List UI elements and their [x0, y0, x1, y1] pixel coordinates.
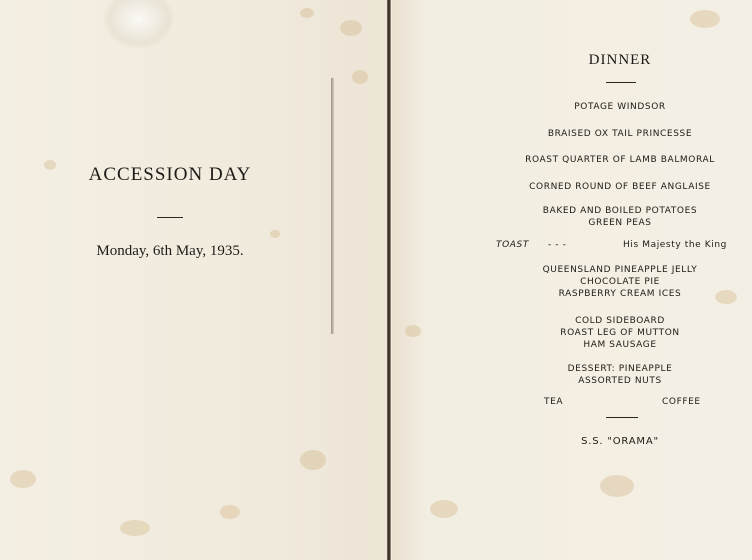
tea-label: TEA [544, 397, 564, 407]
embossed-crest [104, 0, 174, 48]
stain [300, 450, 326, 470]
toast-text: His Majesty the King [623, 240, 727, 250]
stain [352, 70, 368, 84]
stain [430, 500, 458, 518]
stain [220, 505, 240, 519]
course-item: DESSERT: PINEAPPLE ASSORTED NUTS [567, 364, 673, 386]
menu-heading: DINNER [588, 52, 652, 68]
ribbon-slot [331, 78, 334, 334]
stain [10, 470, 36, 488]
stain [690, 10, 720, 28]
ship-name: S.S. "ORAMA" [581, 436, 659, 447]
stain [120, 520, 150, 536]
course-item: QUEENSLAND PINEAPPLE JELLY CHOCOLATE PIE RASPBERRY CREAM ICES [542, 265, 698, 299]
footer-divider [606, 417, 638, 418]
stain [600, 475, 634, 497]
page-title: ACCESSION DAY [88, 164, 252, 185]
course-item: COLD SIDEBOARD ROAST LEG OF MUTTON HAM SAUSAGE [560, 316, 680, 350]
stain [405, 325, 421, 337]
heading-divider [606, 82, 636, 83]
stain [340, 20, 362, 36]
stain [270, 230, 280, 238]
toast-label: TOAST [496, 240, 529, 250]
stain [44, 160, 56, 170]
course-item: ROAST QUARTER OF LAMB BALMORAL [525, 155, 715, 165]
stain [300, 8, 314, 18]
course-item: BRAISED OX TAIL PRINCESSE [547, 129, 693, 139]
event-date: Monday, 6th May, 1935. [96, 243, 244, 259]
course-item: POTAGE WINDSOR [574, 102, 666, 112]
course-item: CORNED ROUND OF BEEF ANGLAISE [529, 182, 711, 192]
center-fold [387, 0, 391, 560]
toast-dashes: - - - [548, 240, 567, 250]
coffee-label: COFFEE [662, 397, 701, 407]
title-divider [157, 217, 183, 218]
course-item: BAKED AND BOILED POTATOES GREEN PEAS [542, 206, 698, 228]
